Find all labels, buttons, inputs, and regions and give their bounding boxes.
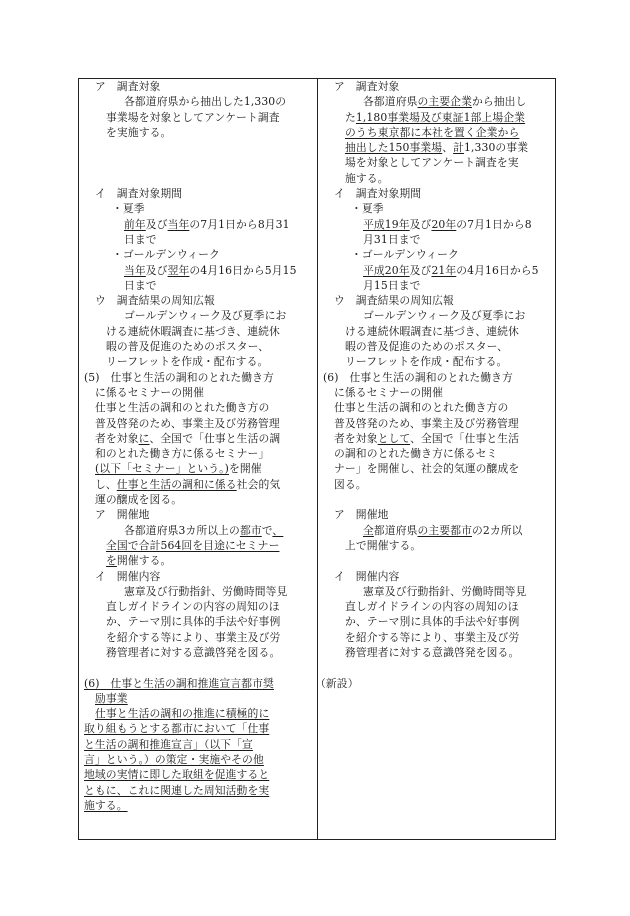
new-establishment-note: （新設） bbox=[315, 676, 359, 690]
left-section-5-title: (5) 仕事と生活の調和のとれた働き方 bbox=[84, 370, 274, 384]
column-divider bbox=[317, 79, 318, 839]
left-publicity-heading: ウ 調査結果の周知広報 bbox=[95, 294, 215, 308]
left-survey-target-heading: ア 調査対象 bbox=[95, 80, 161, 93]
right-content-heading: イ 開催内容 bbox=[334, 569, 400, 583]
left-column: ア 調査対象 各都道府県から抽出した1,330の 事業場を対象としてアンケート調査 を実施する。 イ 調査対象期間 ・夏季 前年及び当年の7月1日から8月31 日まで ・ゴールデンウィーク 当年及び翌年の4月16日から5月15 日まで ウ 調査結果の周知広報 ゴールデンウィーク及び夏季にお ける連続休暇調査に基づき、連続休 暇の普及促進のためのポスター、 リーフレットを作成・配布する。 (5) 仕事と生活の調和のとれた働き方 に係るセミナーの開催 仕事と生活の調和のとれた働き方の 普及啓発のため、事業主及び労務管理 者を対象に、全国で「仕事と生活の調 和のとれた働き方に係るセミナー」 (以下「セミナー」という。)を開催 し、仕事と生活の調和に係る社会的気 運の醸成を図る。 ア 開催地 各都道府県3カ所以上の都市で、 全国で合計564回を目途にセミナー を開催する。 イ 開催内容 憲章及び行動指針、労働時間等見 直しガイドラインの内容の周知のほ か、テーマ別に具体的手法や好事例 を紹介する等により、事業主及び労 務管理者に対する意識啓発を図る。 (6) 仕事と生活の調和推進宣言都市奨 励事業 仕事と生活の調和の推進に積極的に 取り組もうとする都市において「仕事 と生活の調和推進宣言」（以下「宣 言」という。）の策定・実施やその他 地域の実情に即した取組を促進すると ともに、これに関連した周知活動を実 施する。 bbox=[84, 79, 313, 813]
right-column: ア 調査対象 各都道府県の主要企業から抽出し た1,180事業場及び東証1部上場企業 のうち東京都に本社を置く企業から 抽出した150事業場、計1,330の事業 場を対象としてアンケート調査を実 施する。 イ 調査対象期間 ・夏季 平成19年及び20年の7月1日から8 月31日まで ・ゴールデンウィーク 平成20年及び21年の4月16日から5 月15日まで ウ 調査結果の周知広報 ゴールデンウィーク及び夏季にお ける連続休暇調査に基づき、連続休 暇の普及促進のためのポスター、 リーフレットを作成・配布する。 (6) 仕事と生活の調和のとれた働き方 に係るセミナーの開催 仕事と生活の調和のとれた働き方の 普及啓発のため、事業主及び労務管理 者を対象として、全国で「仕事と生活 の調和のとれた働き方に係るセミ ナー」を開催し、社会的気運の醸成を 図る。 ア 開催地 全都道府県の主要都市の2カ所以 上で開催する。 イ 開催内容 憲章及び行動指針、労働時間等見 直しガイドラインの内容の周知のほ か、テーマ別に具体的手法や好事例 を紹介する等により、事業主及び労 務管理者に対する意識啓発を図る。 （新設） bbox=[323, 79, 551, 691]
right-publicity-heading: ウ 調査結果の周知広報 bbox=[334, 294, 454, 308]
comparison-table bbox=[78, 78, 556, 840]
left-venue-heading: ア 開催地 bbox=[95, 508, 150, 522]
right-survey-target-heading: ア 調査対象 bbox=[334, 80, 400, 93]
right-survey-period-heading: イ 調査対象期間 bbox=[334, 187, 422, 201]
left-section-6-title: (6) 仕事と生活の調和推進宣言都市奨 bbox=[84, 676, 274, 690]
left-survey-period-heading: イ 調査対象期間 bbox=[95, 187, 183, 201]
right-section-6-title: (6) 仕事と生活の調和のとれた働き方 bbox=[323, 370, 513, 384]
right-venue-heading: ア 開催地 bbox=[334, 508, 389, 522]
left-content-heading: イ 開催内容 bbox=[95, 569, 161, 583]
